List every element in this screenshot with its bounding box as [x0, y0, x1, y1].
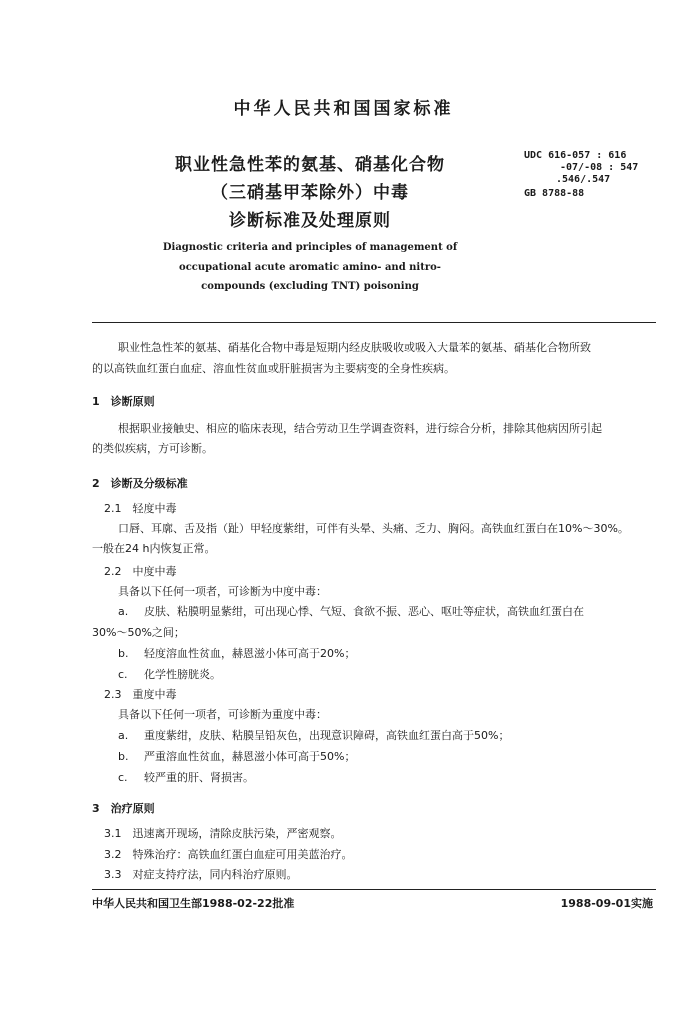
section-2-2-item-a-line-1: 皮肤、粘膜明显紫绀，可出现心悸、气短、食欲不振、恶心、呕吐等症状，高铁血红蛋白在 — [144, 605, 584, 618]
title-line-3: 诊断标准及处理原则 — [229, 211, 391, 231]
item-label: b. — [118, 750, 129, 763]
intro-line-2: 的以高铁血红蛋白血症、溶血性贫血或肝脏损害为主要病变的全身性疾病。 — [92, 362, 455, 375]
section-2-2-item-c: 化学性膀胱炎。 — [144, 668, 221, 681]
section-2-1-line-1: 口唇、耳廓、舌及指（趾）甲轻度紫绀，可伴有头晕、头痛、乏力、胸闷。高铁血红蛋白在10%～30%。 — [118, 522, 629, 535]
section-2-2-heading: 2.2 中度中毒 — [104, 565, 177, 578]
section-1-heading: 1 诊断原则 — [92, 395, 155, 408]
section-2-3-heading: 2.3 重度中毒 — [104, 688, 177, 701]
approval-note: 中华人民共和国卫生部1988-02-22批准 — [92, 897, 295, 910]
english-title-line-2: occupational acute aromatic amino- and nitro- — [179, 262, 441, 273]
title-line-1: 职业性急性苯的氨基、硝基化合物 — [175, 155, 445, 175]
bottom-divider — [92, 889, 656, 890]
section-1-line-1: 根据职业接触史、相应的临床表现，结合劳动卫生学调查资料，进行综合分析，排除其他病因所引起 — [118, 422, 602, 435]
section-2-3-intro: 具备以下任何一项者，可诊断为重度中毒： — [118, 708, 327, 721]
intro-line-1: 职业性急性苯的氨基、硝基化合物中毒是短期内经皮肤吸收或吸入大量苯的氨基、硝基化合物所致 — [118, 341, 591, 354]
item-label: c. — [118, 771, 128, 784]
udc-line-1: UDC 616-057 : 616 — [524, 150, 627, 161]
title-line-2: （三硝基甲苯除外）中毒 — [211, 183, 409, 203]
section-2-3-item-c: 较严重的肝、肾损害。 — [144, 771, 254, 784]
english-title-line-1: Diagnostic criteria and principles of management of — [162, 242, 458, 253]
item-label: c. — [118, 668, 128, 681]
national-standard-heading: 中华人民共和国国家标准 — [233, 99, 454, 119]
udc-line-3: .546/.547 — [556, 174, 611, 185]
section-2-3-item-b: 严重溶血性贫血，赫恩滋小体可高于50%； — [144, 750, 356, 763]
section-1-line-2: 的类似疾病，方可诊断。 — [92, 442, 213, 455]
effective-date: 1988-09-01实施 — [560, 897, 653, 910]
section-2-1-heading: 2.1 轻度中毒 — [104, 502, 177, 515]
item-label: a. — [118, 729, 129, 742]
section-2-1-line-2: 一般在24 h内恢复正常。 — [92, 542, 216, 555]
item-label: a. — [118, 605, 129, 618]
section-3-heading: 3 治疗原则 — [92, 802, 155, 815]
section-2-3-item-a: 重度紫绀，皮肤、粘膜呈铅灰色，出现意识障碍，高铁血红蛋白高于50%； — [144, 729, 510, 742]
udc-line-2: -07/-08 : 547 — [560, 162, 639, 173]
gb-number: GB 8788-88 — [524, 188, 585, 199]
section-2-heading: 2 诊断及分级标准 — [92, 477, 188, 490]
section-2-2-intro: 具备以下任何一项者，可诊断为中度中毒： — [118, 585, 327, 598]
item-label: b. — [118, 647, 129, 660]
top-divider — [92, 322, 656, 323]
english-title-line-3: compounds (excluding TNT) poisoning — [201, 281, 419, 292]
section-2-2-item-b: 轻度溶血性贫血，赫恩滋小体可高于20%； — [144, 647, 356, 660]
section-3-1: 3.1 迅速离开现场，清除皮肤污染，严密观察。 — [104, 827, 342, 840]
section-3-3: 3.3 对症支持疗法，同内科治疗原则。 — [104, 868, 298, 881]
section-3-2: 3.2 特殊治疗：高铁血红蛋白血症可用美蓝治疗。 — [104, 848, 353, 861]
section-2-2-item-a-line-2: 30%～50%之间； — [92, 626, 185, 639]
